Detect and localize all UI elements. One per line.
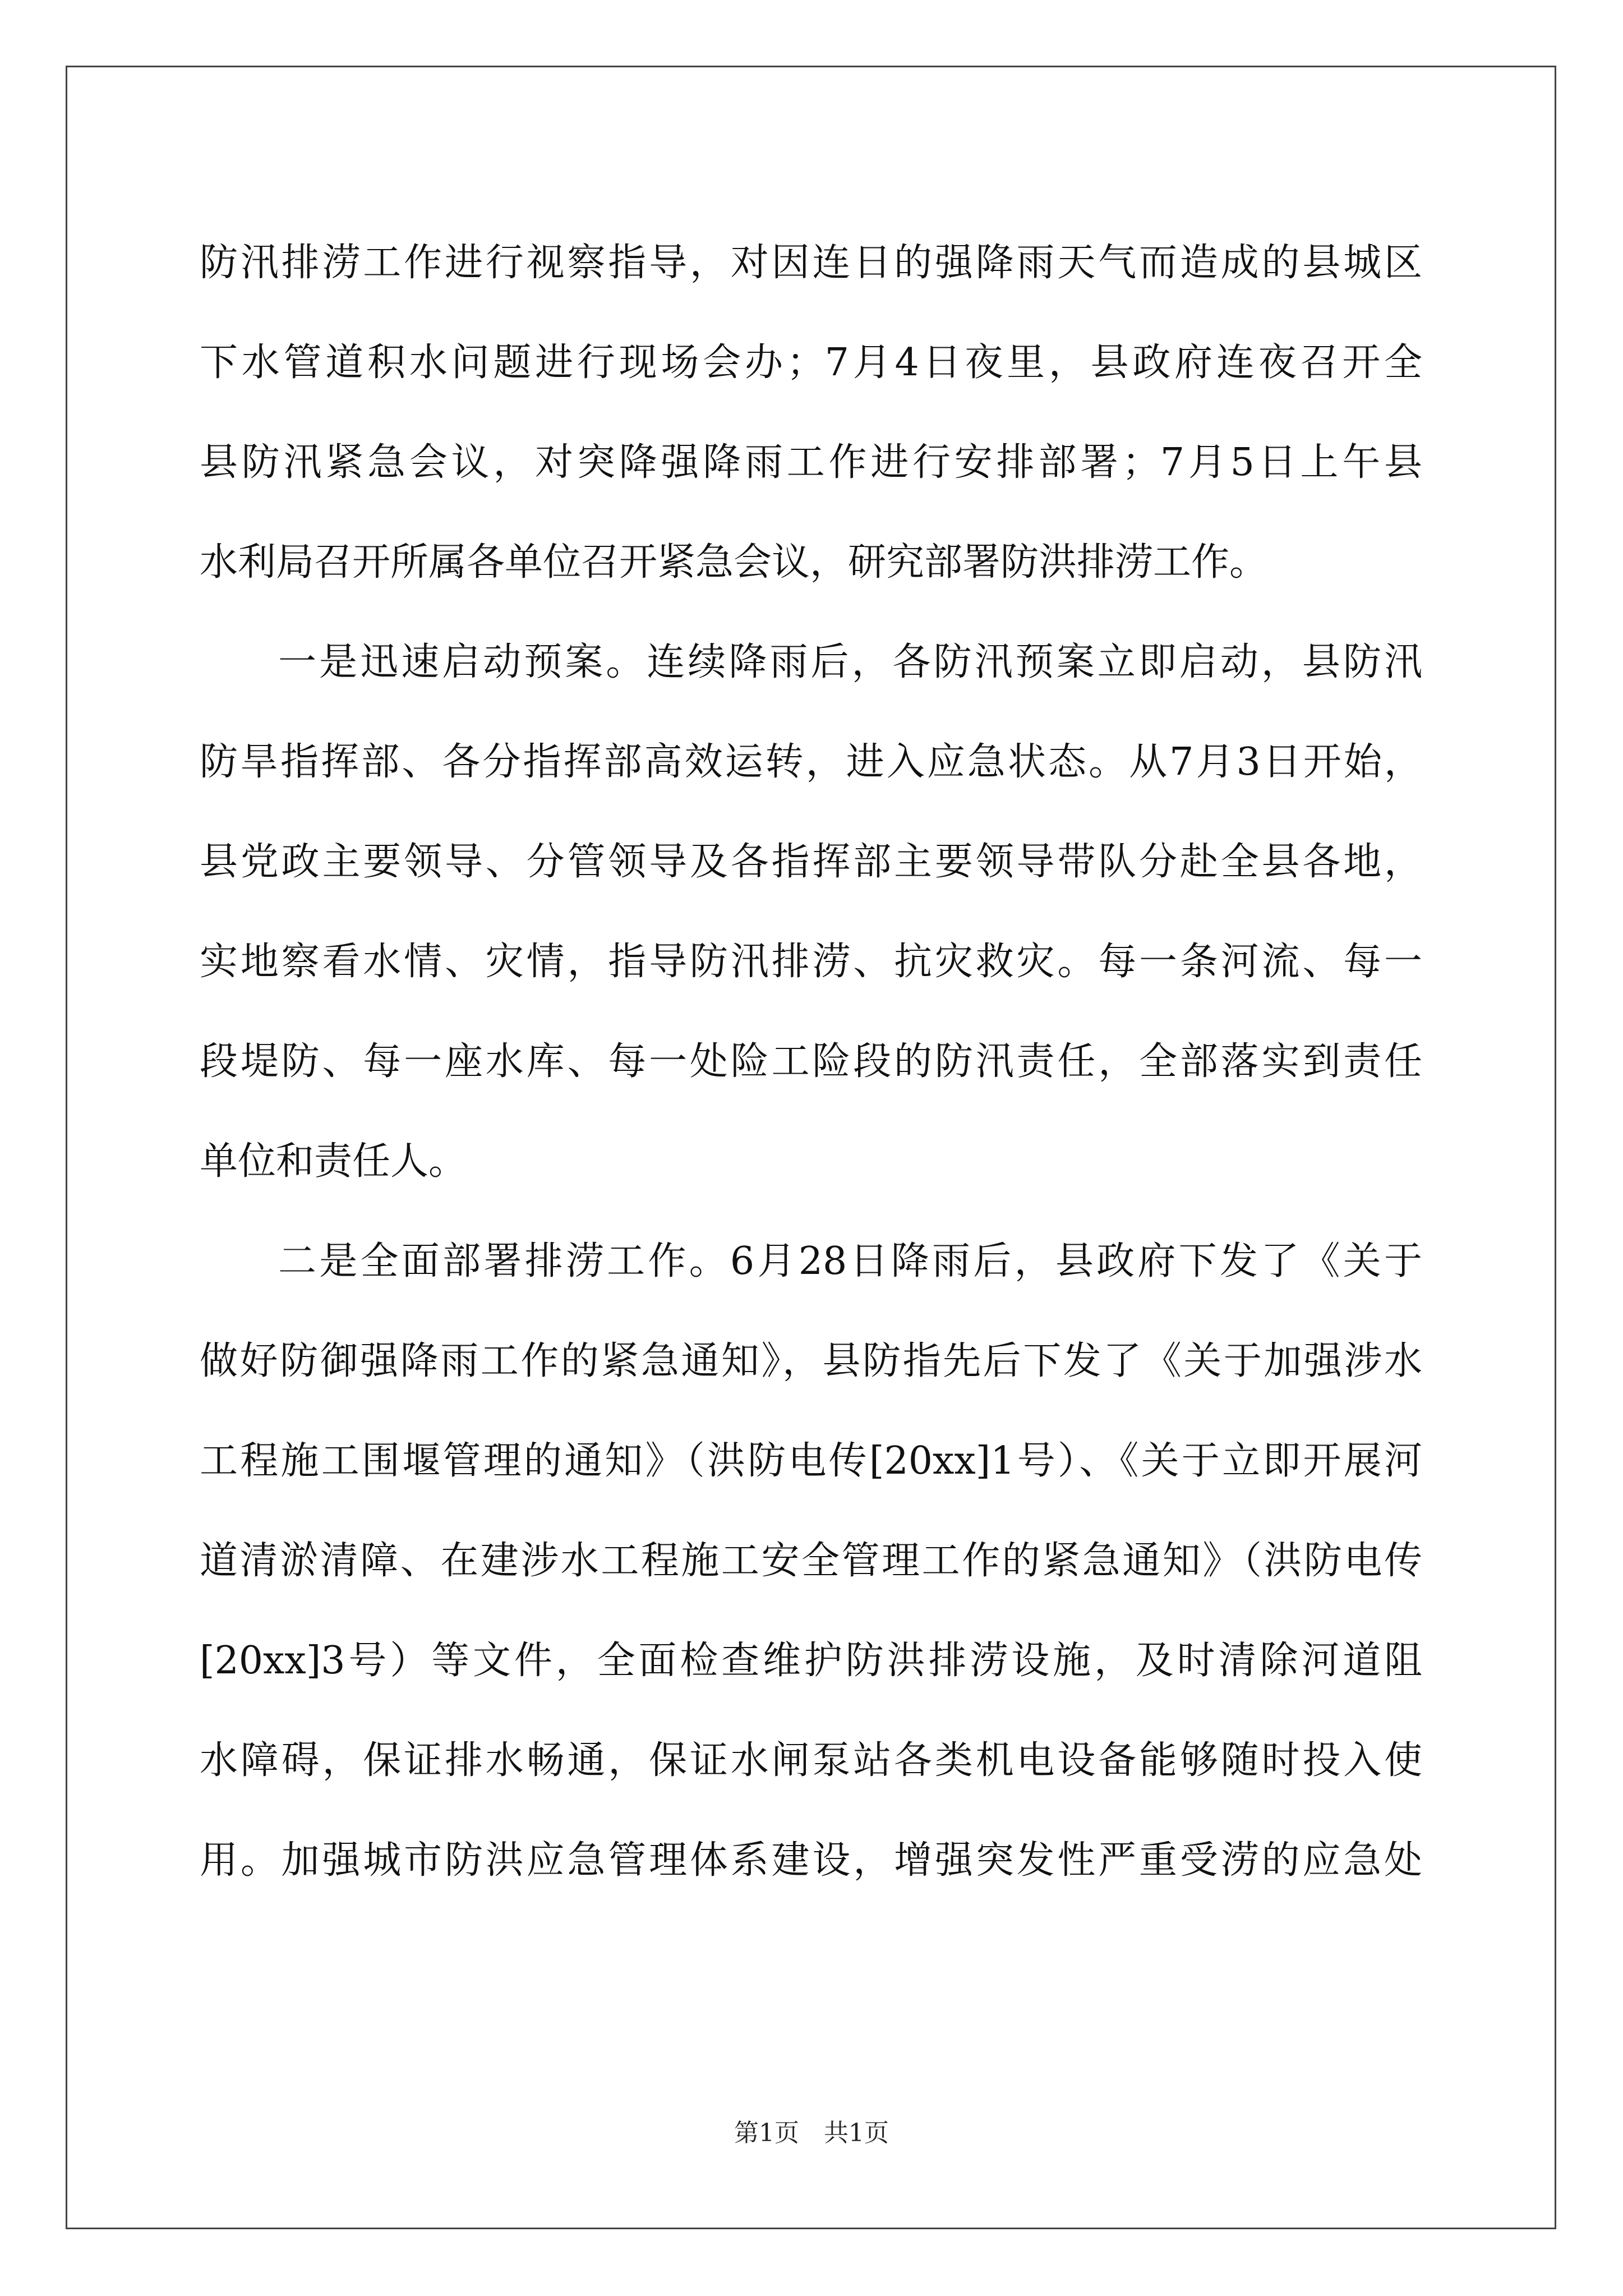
text-line: 防旱指挥部、各分指挥部高效运转，进入应急状态。从7月3日开始， [200,740,1422,784]
text-line: 实地察看水情、灾情，指导防汛排涝、抗灾救灾。每一条河流、每一 [200,940,1422,984]
text-line: 道清淤清障、在建涉水工程施工安全管理工作的紧急通知》（洪防电传 [200,1539,1422,1583]
document-body [200,213,1422,1911]
text-line: 防汛排涝工作进行视察指导，对因连日的强降雨天气而造成的县城区 [200,241,1422,285]
text-line: 段堤防、每一座水库、每一处险工险段的防汛责任，全部落实到责任 [200,1039,1422,1084]
paragraph-start-line: 一是迅速启动预案。连续降雨后，各防汛预案立即启动，县防汛 [278,640,1422,684]
page-number-footer: 第1页 共1页 [734,2119,889,2147]
text-line: 水障碍，保证排水畅通，保证水闸泵站各类机电设备能够随时投入使 [200,1738,1422,1783]
text-line: 水利局召开所属各单位召开紧急会议，研究部署防洪排涝工作。 [200,540,1268,585]
text-line: 县党政主要领导、分管领导及各指挥部主要领导带队分赴全县各地， [200,840,1422,884]
text-line: 县防汛紧急会议，对突降强降雨工作进行安排部署；7月5日上午县 [200,440,1422,485]
text-line: 下水管道积水问题进行现场会办；7月4日夜里，县政府连夜召开全 [200,341,1422,385]
paragraph-start-line: 二是全面部署排涝工作。6月28日降雨后，县政府下发了《关于 [278,1239,1422,1283]
text-line: 单位和责任人。 [200,1139,467,1184]
text-line: 工程施工围堰管理的通知》（洪防电传[20xx]1号）、《关于立即开展河 [200,1439,1422,1483]
text-line: [20xx]3号）等文件，全面检查维护防洪排涝设施，及时清除河道阻 [200,1639,1422,1683]
text-line: 做好防御强降雨工作的紧急通知》，县防指先后下发了《关于加强涉水 [200,1339,1422,1383]
text-line: 用。加强城市防洪应急管理体系建设，增强突发性严重受涝的应急处 [200,1838,1422,1883]
